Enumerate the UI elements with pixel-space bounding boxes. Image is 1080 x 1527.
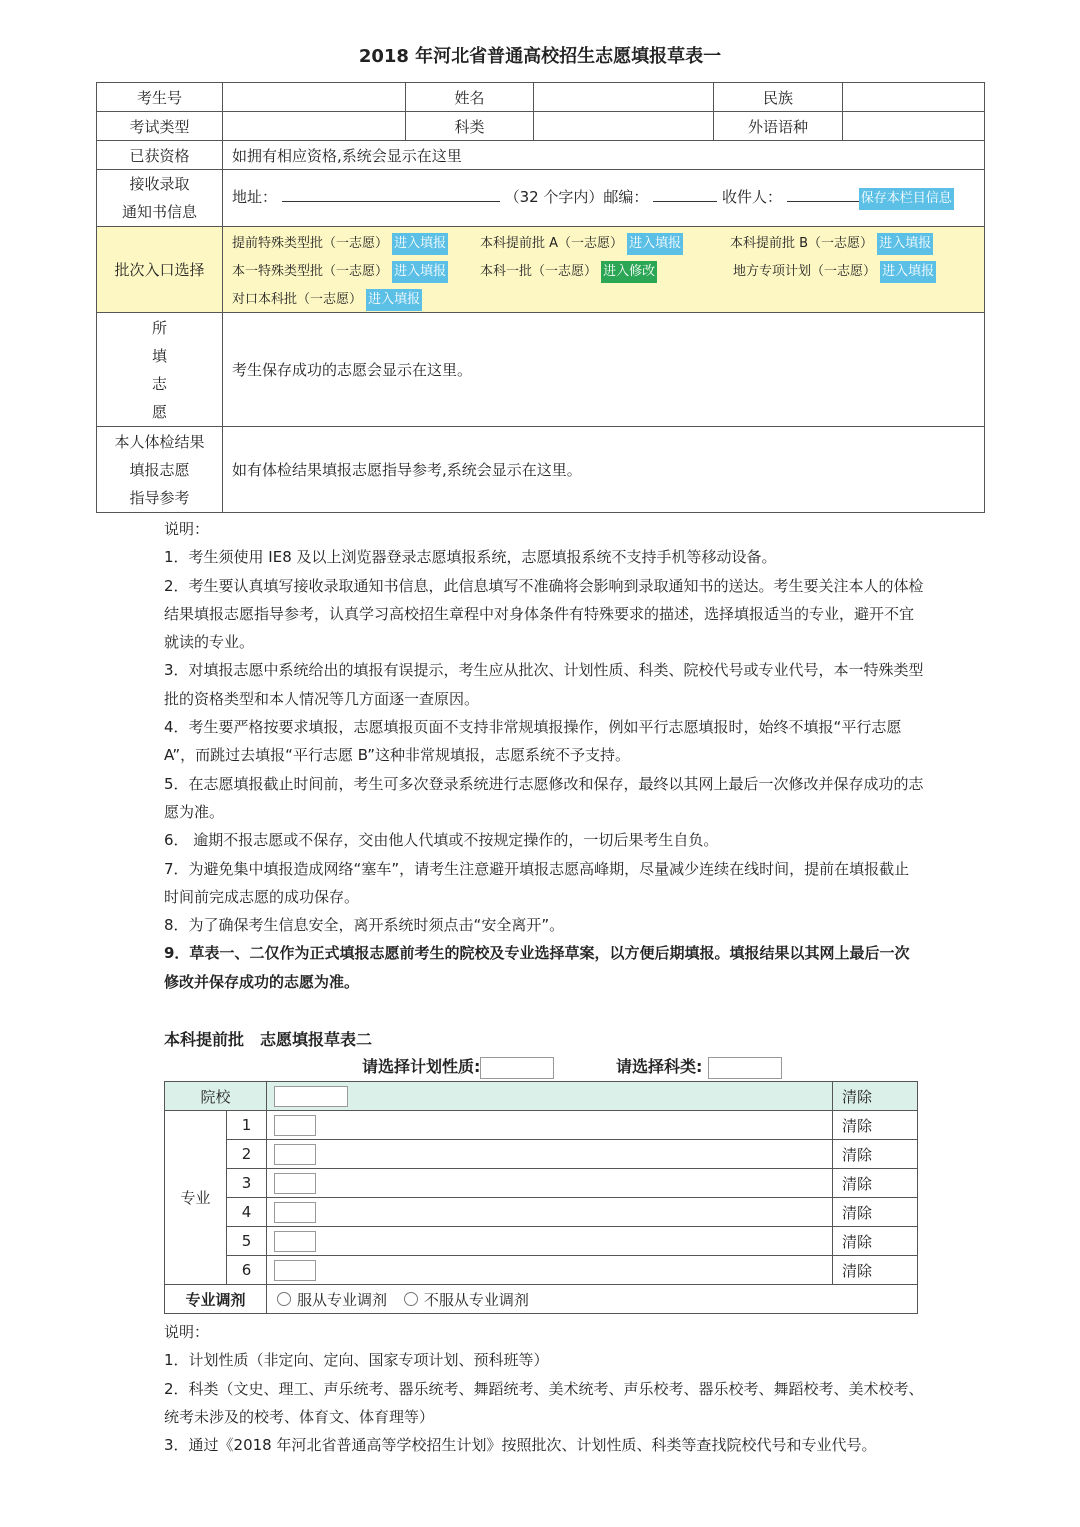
major-input[interactable] <box>274 1115 316 1136</box>
note-item: 4．考生要严格按要求填报，志愿填报页面不支持非常规填报操作，例如平行志愿填报时，始终不填报“平行志愿 A”，而跳过去填报“平行志愿 B”这种非常规填报，志愿系统不予支持。 <box>164 718 902 765</box>
notice-label-line1: 接收录取 <box>129 175 190 193</box>
plan-select-label: 请选择计划性质: <box>362 1057 481 1076</box>
qualification-label: 已获资格 <box>97 141 223 170</box>
major-cell <box>267 1111 833 1140</box>
recipient-input[interactable] <box>787 186 859 202</box>
postcode-input[interactable] <box>653 186 717 202</box>
wishes-label-char: 所 <box>151 318 167 337</box>
name-value <box>534 83 714 112</box>
address-input[interactable] <box>282 186 500 202</box>
row-number: 5 <box>227 1227 267 1256</box>
exam-type-label: 考试类型 <box>97 112 223 141</box>
plan-select[interactable] <box>480 1057 554 1079</box>
school-input[interactable] <box>274 1086 348 1107</box>
wishes-label-char: 填 <box>151 346 167 365</box>
subject-label: 科类 <box>406 112 534 141</box>
health-label-line2: 填报志愿 <box>129 460 190 479</box>
row-number: 6 <box>227 1256 267 1285</box>
batch-entry-label: 本科一批（一志愿） <box>480 263 598 279</box>
enter-fill-button[interactable]: 进入填报 <box>392 233 448 255</box>
language-label: 外语语种 <box>714 112 843 141</box>
batch-entry <box>733 260 936 283</box>
batch-entry-label: 本一特殊类型批（一志愿） <box>232 263 389 279</box>
batch-entry <box>480 232 683 255</box>
radio-accept-adjust[interactable] <box>277 1292 291 1306</box>
batch-entries <box>223 227 985 313</box>
major-cell <box>267 1227 833 1256</box>
batch-entry <box>232 288 422 311</box>
option-reject-label: 不服从专业调剂 <box>423 1290 529 1309</box>
category-select[interactable] <box>708 1057 782 1079</box>
page-title: 2018 年河北省普通高校招生志愿填报草表一 <box>358 46 722 67</box>
health-text: 如有体检结果填报志愿指导参考,系统会显示在这里。 <box>223 427 985 513</box>
batch-entry <box>232 232 448 255</box>
row-number: 1 <box>227 1111 267 1140</box>
exam-no-value <box>223 83 406 112</box>
health-label-line1: 本人体检结果 <box>114 432 205 451</box>
clear-button[interactable]: 清除 <box>833 1140 918 1169</box>
major-input[interactable] <box>274 1231 316 1252</box>
note-item: 3．对填报志愿中系统给出的填报有误提示，考生应从批次、计划性质、科类、院校代号或专业代号，本一特殊类型批的资格类型和本人情况等几方面逐一查原因。 <box>164 661 924 708</box>
note-item: 3．通过《2018 年河北省普通高等学校招生计划》按照批次、计划性质、科类等查找院校代号和专业代号。 <box>164 1436 877 1455</box>
batch-entry-label: 本科提前批 A（一志愿） <box>480 235 624 251</box>
clear-button[interactable]: 清除 <box>833 1198 918 1227</box>
notes-section <box>164 515 924 996</box>
exam-no-label: 考生号 <box>97 83 223 112</box>
notice-label-line2: 通知书信息 <box>121 203 197 221</box>
major-input[interactable] <box>274 1202 316 1223</box>
row-number: 2 <box>227 1140 267 1169</box>
batch-entry <box>730 232 933 255</box>
note-item: 2．科类（文史、理工、声乐统考、器乐统考、舞蹈统考、美术统考、声乐校考、器乐校考、舞蹈校考、美术校考、统考未涉及的校考、体育文、体育理等） <box>164 1379 924 1426</box>
batch-entry <box>480 260 657 283</box>
batch-label: 批次入口选择 <box>97 227 223 313</box>
row-number: 4 <box>227 1198 267 1227</box>
radio-reject-adjust[interactable] <box>404 1292 418 1306</box>
language-value <box>843 112 985 141</box>
clear-button[interactable]: 清除 <box>833 1169 918 1198</box>
enter-fill-button[interactable]: 进入填报 <box>880 261 936 283</box>
major-label: 专业 <box>165 1111 227 1285</box>
batch-entry-label: 提前特殊类型批（一志愿） <box>232 235 389 251</box>
note-item: 8．为了确保考生信息安全，离开系统时须点击“安全离开”。 <box>164 916 565 935</box>
row-number: 3 <box>227 1169 267 1198</box>
subject-value <box>534 112 714 141</box>
batch-entry <box>232 260 448 283</box>
note-item-bold: 9．草表一、二仅作为正式填报志愿前考生的院校及专业选择草案，以方便后期填报。填报结果以其网上最后一次修改并保存成功的志愿为准。 <box>164 944 910 991</box>
adjust-options <box>267 1285 918 1314</box>
major-input[interactable] <box>274 1173 316 1194</box>
ethnicity-value <box>843 83 985 112</box>
save-info-button[interactable]: 保存本栏目信息 <box>859 188 954 210</box>
note-item: 1．考生须使用 IE8 及以上浏览器登录志愿填报系统，志愿填报系统不支持手机等移动设备。 <box>164 548 777 567</box>
wishes-label-char: 愿 <box>151 402 167 421</box>
notes2-section <box>164 1318 924 1459</box>
clear-button[interactable]: 清除 <box>833 1256 918 1285</box>
postcode-label: （32 个字内）邮编： <box>504 188 649 206</box>
application-form-table <box>96 82 985 513</box>
wishes-text: 考生保存成功的志愿会显示在这里。 <box>223 313 985 427</box>
health-label-line3: 指导参考 <box>129 488 190 507</box>
ethnicity-label: 民族 <box>714 83 843 112</box>
note-item: 7．为避免集中填报造成网络“塞车”，请考生注意避开填报志愿高峰期，尽量减少连续在线时间，提前在填报截止时间前完成志愿的成功保存。 <box>164 859 910 906</box>
qualification-text: 如拥有相应资格,系统会显示在这里 <box>223 141 985 170</box>
major-cell <box>267 1256 833 1285</box>
recipient-label: 收件人： <box>722 188 783 206</box>
form2-heading: 本科提前批 志愿填报草表二 <box>164 1030 373 1049</box>
category-select-label: 请选择科类: <box>616 1057 703 1076</box>
major-input[interactable] <box>274 1260 316 1281</box>
note-item: 6． 逾期不报志愿或不保存，交由他人代填或不按规定操作的，一切后果考生自负。 <box>164 831 719 850</box>
note-item: 1．计划性质（非定向、定向、国家专项计划、预科班等） <box>164 1351 549 1370</box>
notes-heading: 说明： <box>164 1323 210 1341</box>
enter-fill-button[interactable]: 进入填报 <box>392 261 448 283</box>
notice-info-label <box>97 170 223 227</box>
major-cell <box>267 1140 833 1169</box>
major-input[interactable] <box>274 1144 316 1165</box>
batch-entry-label: 地方专项计划（一志愿） <box>733 263 877 279</box>
wishes-label-char: 志 <box>151 374 167 393</box>
batch-entry-label: 对口本科批（一志愿） <box>232 291 363 307</box>
exam-type-value <box>223 112 406 141</box>
major-cell <box>267 1169 833 1198</box>
enter-fill-button[interactable]: 进入填报 <box>627 233 683 255</box>
wishes-label <box>97 313 223 427</box>
form2-table <box>164 1081 918 1314</box>
school-cell <box>267 1082 833 1111</box>
batch-entry-label: 本科提前批 B（一志愿） <box>730 235 874 251</box>
option-accept-label: 服从专业调剂 <box>297 1290 388 1309</box>
note-item: 5．在志愿填报截止时间前，考生可多次登录系统进行志愿修改和保存，最终以其网上最后一次修改并保存成功的志愿为准。 <box>164 774 924 821</box>
school-label: 院校 <box>165 1082 267 1111</box>
enter-modify-button[interactable]: 进入修改 <box>601 261 657 283</box>
notes-heading: 说明： <box>164 520 210 538</box>
major-cell <box>267 1198 833 1227</box>
address-label: 地址： <box>232 188 278 206</box>
clear-button[interactable]: 清除 <box>833 1227 918 1256</box>
health-label <box>97 427 223 513</box>
notice-info-fields <box>223 170 985 227</box>
note-item: 2．考生要认真填写接收录取通知书信息，此信息填写不准确将会影响到录取通知书的送达。考生要关注本人的体检结果填报志愿指导参考，认真学习高校招生章程中对身体条件有特殊要求的描述，选择填报适当的专业，避开不宜就读的专业。 <box>164 576 924 652</box>
enter-fill-button[interactable]: 进入填报 <box>877 233 933 255</box>
adjust-label: 专业调剂 <box>165 1285 267 1314</box>
name-label: 姓名 <box>406 83 534 112</box>
category-select-group <box>616 1054 782 1079</box>
clear-button[interactable]: 清除 <box>833 1082 918 1111</box>
plan-select-group <box>362 1054 554 1079</box>
clear-button[interactable]: 清除 <box>833 1111 918 1140</box>
enter-fill-button[interactable]: 进入填报 <box>366 289 422 311</box>
